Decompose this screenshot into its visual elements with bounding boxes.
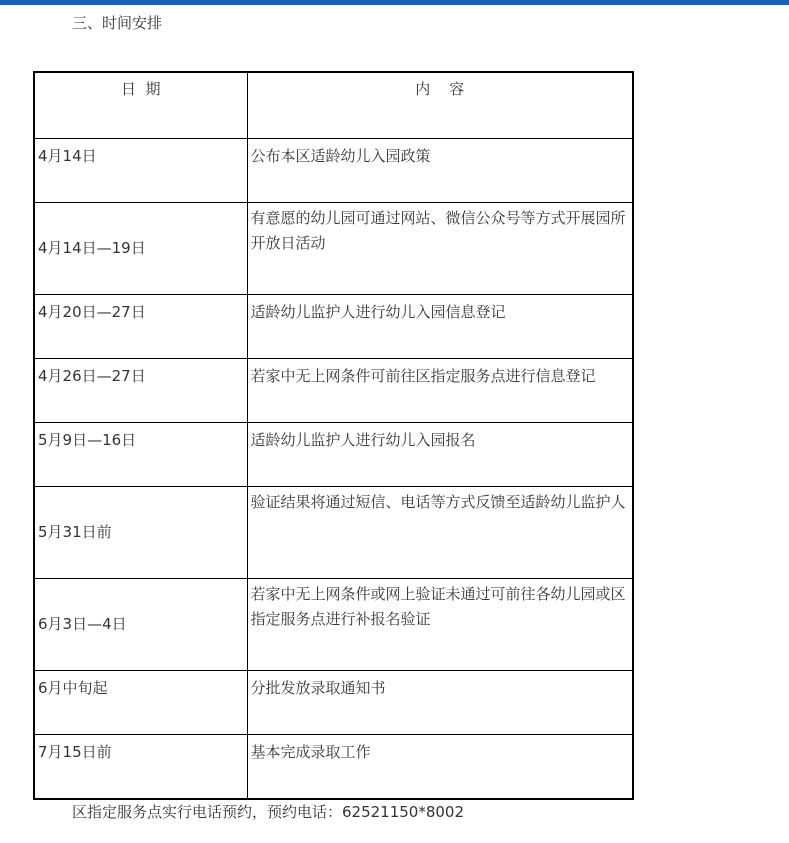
row-date: 4月26日—27日	[34, 359, 247, 423]
table-row	[34, 735, 633, 799]
top-accent-bar	[0, 0, 789, 5]
section-heading: 三、时间安排	[72, 14, 163, 32]
schedule-table	[33, 71, 634, 800]
row-content: 公布本区适龄幼儿入园政策	[247, 139, 633, 203]
row-content: 验证结果将通过短信、电话等方式反馈至适龄幼儿监护人	[247, 487, 633, 579]
row-content: 基本完成录取工作	[247, 735, 633, 799]
table-row	[34, 423, 633, 487]
header-date: 日 期	[34, 72, 247, 139]
row-date: 7月15日前	[34, 735, 247, 799]
table-row	[34, 203, 633, 295]
row-date: 4月14日—19日	[34, 203, 247, 295]
table-row	[34, 671, 633, 735]
appointment-note: 区指定服务点实行电话预约，预约电话：62521150*8002	[72, 803, 465, 821]
row-date: 6月中旬起	[34, 671, 247, 735]
table-row	[34, 487, 633, 579]
row-date: 4月20日—27日	[34, 295, 247, 359]
table-row	[34, 295, 633, 359]
row-content: 若家中无上网条件可前往区指定服务点进行信息登记	[247, 359, 633, 423]
row-content: 分批发放录取通知书	[247, 671, 633, 735]
row-date: 4月14日	[34, 139, 247, 203]
header-content: 内 容	[247, 72, 633, 139]
row-content: 适龄幼儿监护人进行幼儿入园报名	[247, 423, 633, 487]
row-content: 若家中无上网条件或网上验证未通过可前往各幼儿园或区指定服务点进行补报名验证	[247, 579, 633, 671]
table-row	[34, 579, 633, 671]
row-content: 适龄幼儿监护人进行幼儿入园信息登记	[247, 295, 633, 359]
row-date: 6月3日—4日	[34, 579, 247, 671]
row-date: 5月31日前	[34, 487, 247, 579]
row-content: 有意愿的幼儿园可通过网站、微信公众号等方式开展园所开放日活动	[247, 203, 633, 295]
table-row	[34, 359, 633, 423]
table-row	[34, 139, 633, 203]
table-header-row	[34, 72, 633, 139]
row-date: 5月9日—16日	[34, 423, 247, 487]
